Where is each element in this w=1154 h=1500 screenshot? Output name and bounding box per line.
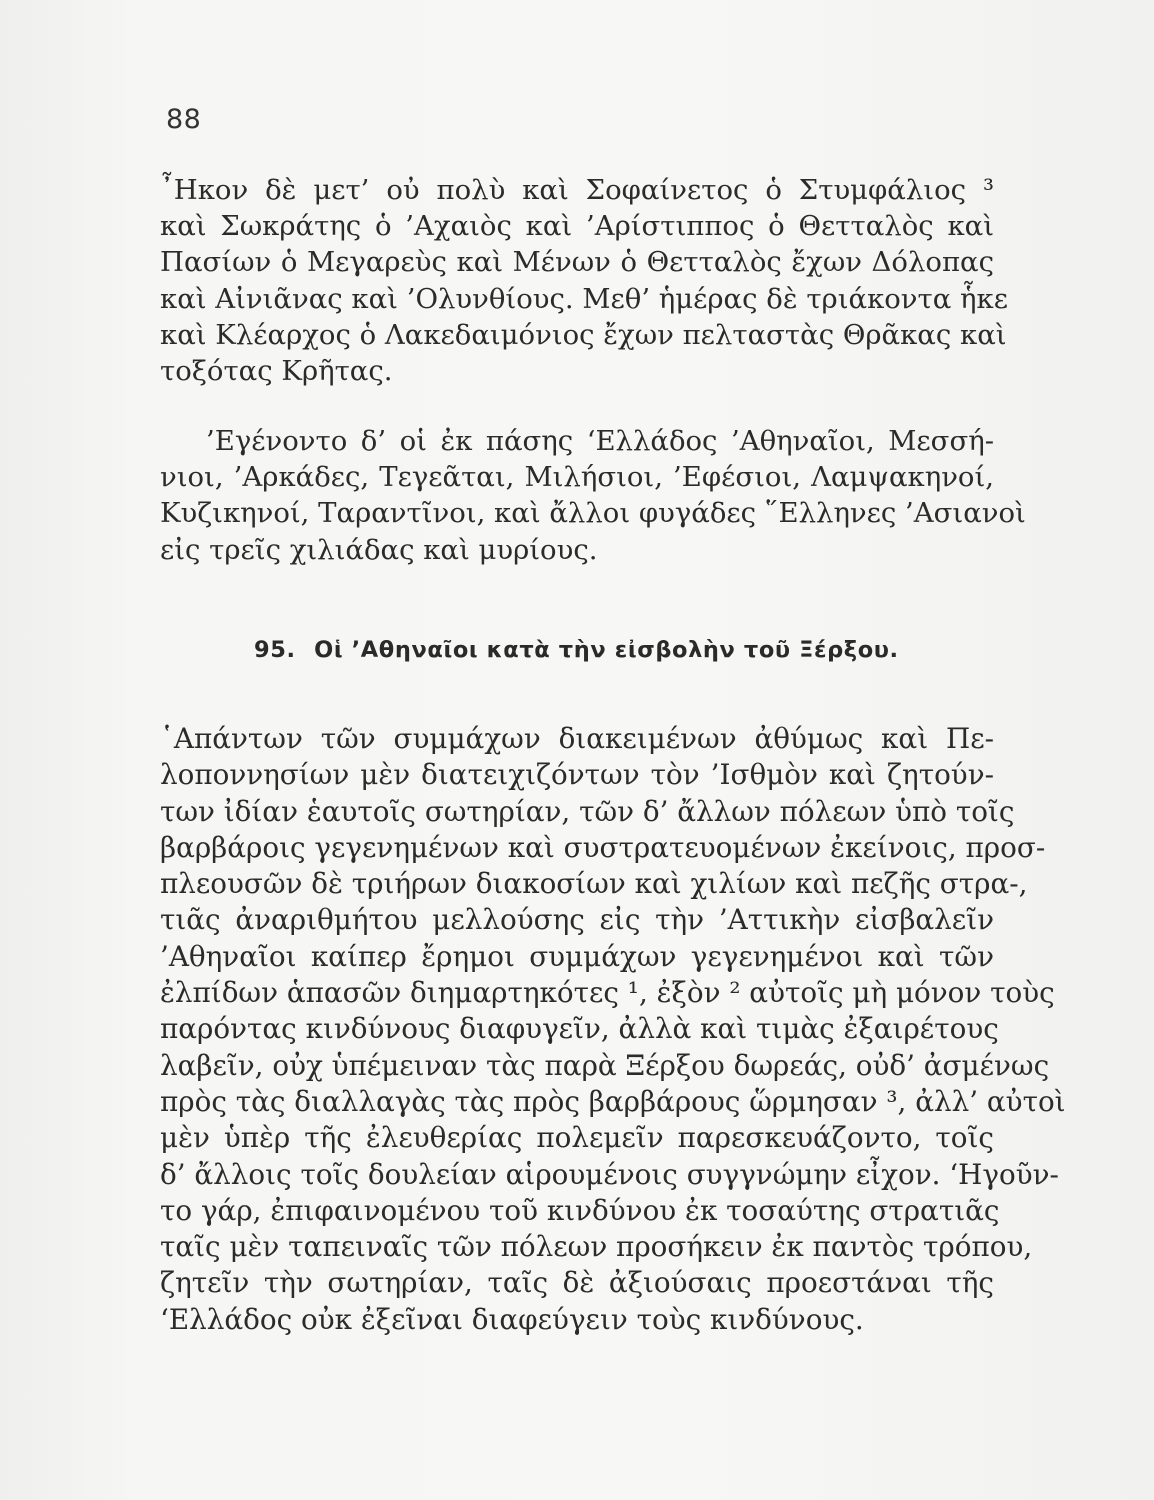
text-line: ’Εγένοντο δ’ οἱ ἐκ πάσης ‘Ελλάδος ’Αθηναῖοι, Μεσσή- xyxy=(206,425,994,457)
text-line: νιοι, ’Αρκάδες, Τεγεᾶται, Μιλήσιοι, ’Εφέσιοι, Λαμψακηνοί, xyxy=(160,461,994,494)
section-heading xyxy=(254,637,899,663)
text-line: εἰς τρεῖς χιλιάδας καὶ μυρίους. xyxy=(160,533,598,566)
text-line: ’Αθηναῖοι καίπερ ἔρημοι συμμάχων γεγενημένοι καὶ τῶν xyxy=(160,939,994,973)
text-line: μὲν ὑπὲρ τῆς ἐλευθερίας πολεμεῖν παρεσκευάζοντο, τοῖς xyxy=(160,1121,994,1155)
text-line: ζητεῖν τὴν σωτηρίαν, ταῖς δὲ ἀξιούσαις προεστάναι τῆς xyxy=(160,1266,994,1300)
text-line: παρόντας κινδύνους διαφυγεῖν, ἀλλὰ καὶ τιμὰς ἐξαιρέτους xyxy=(160,1012,999,1046)
text-line: καὶ Σωκράτης ὁ ’Αχαιὸς καὶ ’Αρίστιππος ὁ Θετταλὸς καὶ xyxy=(160,210,994,243)
text-line: των ἰδίαν ἑαυτοῖς σωτηρίαν, τῶν δ’ ἄλλων πόλεων ὑπὸ τοῖς xyxy=(160,794,1015,828)
text-line: Πασίων ὁ Μεγαρεὺς καὶ Μένων ὁ Θετταλὸς ἔχων Δόλοπας xyxy=(160,246,994,279)
text-line: πλεουσῶν δὲ τριήρων διακοσίων καὶ χιλίων καὶ πεζῆς στρα-, xyxy=(160,867,1028,901)
paragraph-2 xyxy=(160,423,1026,568)
text-line: Κυζικηνοί, Ταραντῖνοι, καὶ ἄλλοι φυγάδες ῞Ελληνες ’Ασιανοὶ xyxy=(160,497,1026,530)
text-line: δ’ ἄλλοις τοῖς δουλείαν αἱρουμένοις συγγνώμην εἶχον. ‘Ηγοῦν- xyxy=(160,1157,1059,1191)
text-line: ῏Ηκον δὲ μετ’ οὐ πολὺ καὶ Σοφαίνετος ὁ Στυμφάλιος ³ xyxy=(160,174,994,206)
text-line: πρὸς τὰς διαλλαγὰς τὰς πρὸς βαρβάρους ὥρμησαν ³, ἀλλ’ αὐτοὶ xyxy=(160,1084,1066,1118)
page-number: 88 xyxy=(166,104,202,135)
text-line: λαβεῖν, οὐχ ὑπέμειναν τὰς παρὰ Ξέρξου δωρεάς, οὐδ’ ἀσμένως xyxy=(160,1048,1050,1082)
section-number: 95. xyxy=(254,637,296,663)
text-line: ‘Ελλάδος οὐκ ἐξεῖναι διαφεύγειν τοὺς κινδύνους. xyxy=(160,1302,864,1336)
text-line: τοξότας Κρῆτας. xyxy=(160,354,393,387)
text-line: το γάρ, ἐπιφαινομένου τοῦ κινδύνου ἐκ τοσαύτης στρατιᾶς xyxy=(160,1193,1000,1227)
text-line: βαρβάροις γεγενημένων καὶ συστρατευομένων ἐκείνοις, προσ- xyxy=(160,830,1046,864)
text-line: ἐλπίδων ἁπασῶν διημαρτηκότες ¹, ἐξὸν ² αὐτοῖς μὴ μόνον τοὺς xyxy=(160,976,1055,1010)
text-line: καὶ Αἰνιᾶνας καὶ ’Ολυνθίους. Μεθ’ ἡμέρας δὲ τριάκοντα ἧκε xyxy=(160,282,1008,315)
paragraph-3 xyxy=(160,721,1066,1338)
text-line: ῾Απάντων τῶν συμμάχων διακειμένων ἀθύμως καὶ Πε- xyxy=(160,722,994,755)
text-line: ταῖς μὲν ταπειναῖς τῶν πόλεων προσήκειν ἐκ παντὸς τρόπου, xyxy=(160,1230,1033,1264)
text-line: λοποννησίων μὲν διατειχιζόντων τὸν ’Ισθμὸν καὶ ζητούν- xyxy=(160,758,994,792)
paragraph-1 xyxy=(160,172,1008,389)
section-title: Οἱ ’Αθηναῖοι κατὰ τὴν εἰσβολὴν τοῦ Ξέρξου. xyxy=(314,637,899,663)
text-line: καὶ Κλέαρχος ὁ Λακεδαιμόνιος ἔχων πελταστὰς Θρᾶκας καὶ xyxy=(160,318,1007,351)
text-line: τιᾶς ἀναριθμήτου μελλούσης εἰς τὴν ’Αττικὴν εἰσβαλεῖν xyxy=(160,903,994,937)
